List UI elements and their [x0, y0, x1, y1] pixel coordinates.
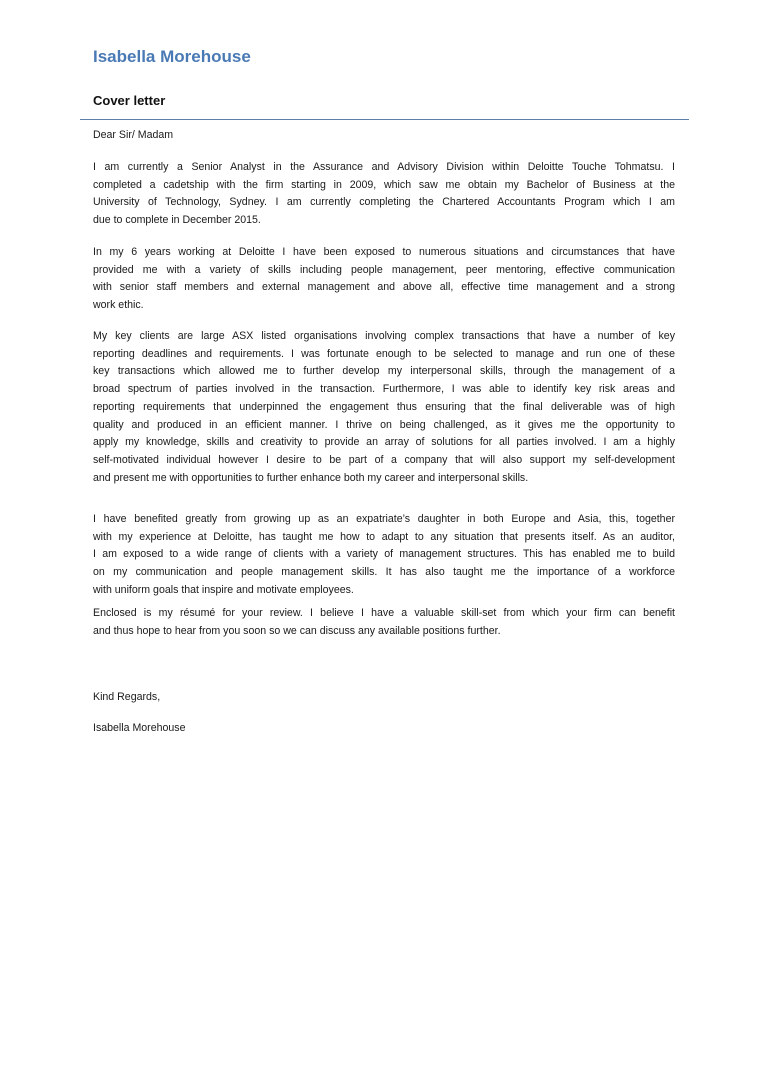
- paragraph-3: [93, 328, 675, 487]
- paragraph-line: Enclosed is my résumé for your review. I believe I have a valuable skill-set from which your firm can benefit: [93, 607, 675, 619]
- paragraph-line: I have benefited greatly from growing up as an expatriate’s daughter in both Europe and Asia, this, together: [93, 513, 675, 525]
- paragraph-line: reporting requirements that underpinned the engagement thus ensuring that the final deliverable was of high: [93, 400, 675, 413]
- paragraph-line: In my 6 years working at Deloitte I have been exposed to numerous situations and circumstances that have: [93, 246, 675, 258]
- paragraph-line: reporting deadlines and requirements. I was fortunate enough to be selected to manage and run one of these: [93, 347, 675, 360]
- paragraph-line: with senior staff members and external management and above all, effective time management and a strong: [93, 281, 675, 294]
- paragraph-line: completed a cadetship with the firm starting in 2009, which saw me obtain my Bachelor of Business at the: [93, 178, 675, 191]
- salutation: [93, 127, 675, 145]
- salutation-text: Dear Sir/ Madam: [93, 129, 174, 141]
- paragraph-line: with uniform goals that inspire and motivate employees.: [93, 583, 354, 596]
- signature: [93, 720, 675, 738]
- paragraph-line: with my experience at Deloitte, has taught me how to adapt to any situation that presents itself. As an auditor,: [93, 530, 675, 543]
- paragraph-line: I am exposed to a wide range of clients with a variety of management structures. This has enabled me to build: [93, 548, 675, 561]
- paragraph-line: apply my knowledge, skills and creativity to provide an array of solutions for all parties involved. I am a highly: [93, 436, 675, 449]
- paragraph-4: [93, 511, 675, 600]
- paragraph-line: My key clients are large ASX listed organisations involving complex transactions that have a number of key: [93, 330, 675, 342]
- closing-text: Kind Regards,: [93, 691, 161, 703]
- paragraph-line: key transactions which allowed me to further develop my interpersonal skills, through the management of a: [93, 365, 675, 378]
- paragraph-line: self-motivated individual however I desire to be part of a company that will also support my self-development: [93, 453, 675, 466]
- closing: [93, 689, 675, 707]
- paragraph-1: [93, 159, 675, 230]
- paragraph-5: [93, 605, 675, 640]
- paragraph-line: on my communication and people management skills. It has also taught me the importance of a workforce: [93, 566, 675, 579]
- paragraph-line: due to complete in December 2015.: [93, 214, 261, 227]
- paragraph-line: broad spectrum of parties involved in the transaction. Furthermore, I was able to identify key risk areas and: [93, 383, 675, 396]
- signature-text: Isabella Morehouse: [93, 722, 186, 734]
- paragraph-2: [93, 244, 675, 315]
- divider: [80, 119, 689, 120]
- paragraph-line: work ethic.: [93, 299, 144, 312]
- paragraph-line: and thus hope to hear from you soon so we can discuss any available positions further.: [93, 624, 501, 637]
- paragraph-line: University of Technology, Sydney. I am currently completing the Chartered Accountants Program which I am: [93, 196, 675, 209]
- paragraph-line: provided me with a variety of skills including people management, peer mentoring, effective communication: [93, 263, 675, 276]
- paragraph-line: quality and produced in an efficient manner. I thrive on being challenged, as it gives me the opportunity to: [93, 418, 675, 431]
- paragraph-line: I am currently a Senior Analyst in the Assurance and Advisory Division within Deloitte Touche Tohmatsu. I: [93, 161, 675, 173]
- section-title: Cover letter: [93, 93, 166, 108]
- author-name: Isabella Morehouse: [93, 47, 251, 66]
- paragraph-line: and present me with opportunities to further enhance both my career and interpersonal skills.: [93, 471, 529, 484]
